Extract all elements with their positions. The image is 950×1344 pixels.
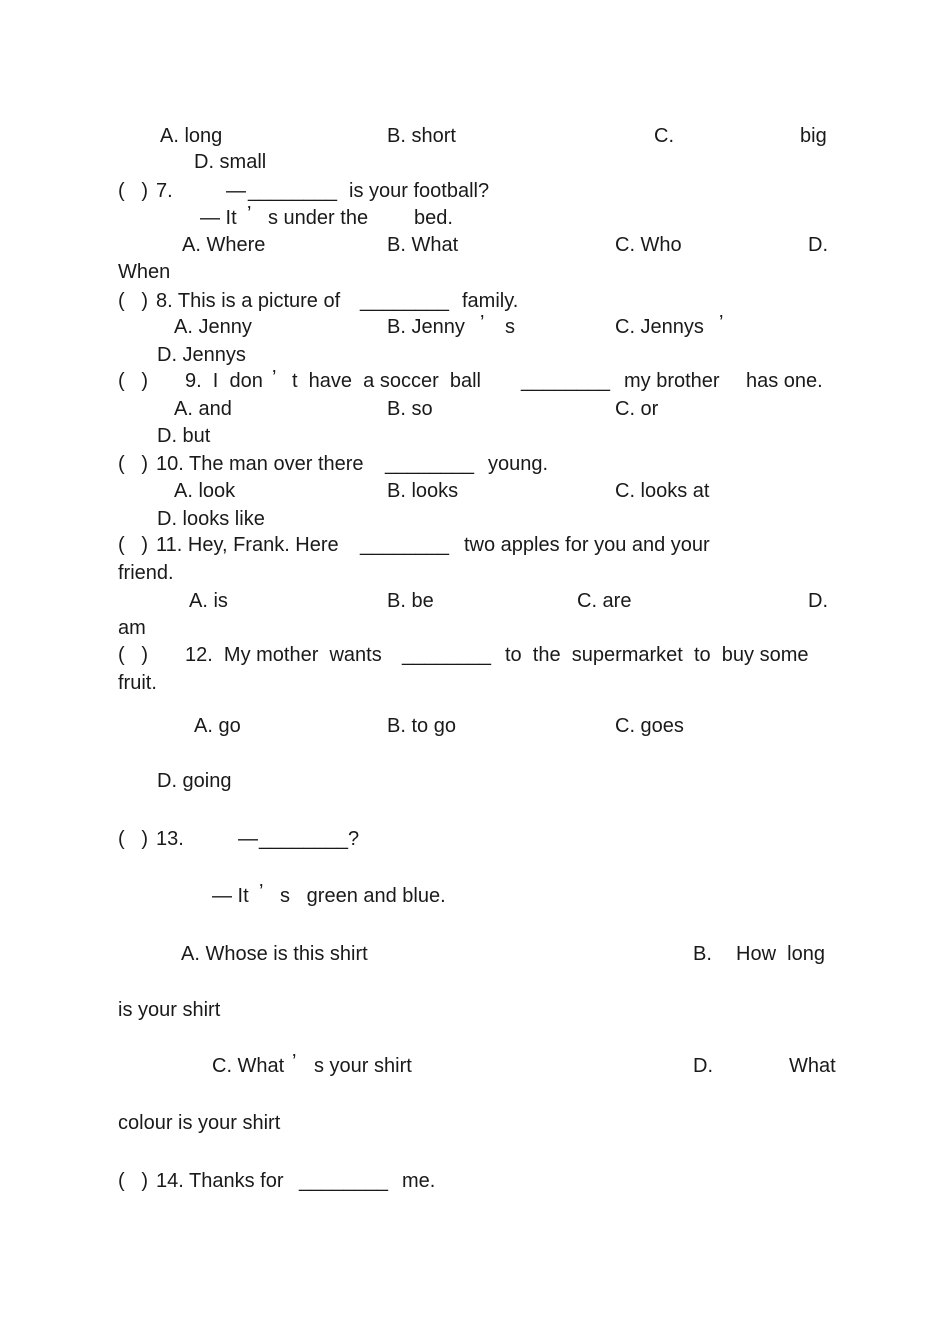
q7-reply-c: bed. [414, 207, 453, 229]
q12-option-c: C. goes [615, 715, 684, 737]
q6-option-b: B. short [387, 125, 456, 147]
q9-stem-apostrophe: ’ [272, 367, 277, 389]
q12-option-b: B. to go [387, 715, 456, 737]
q10-option-d: D. looks like [157, 508, 265, 530]
q9-option-b: B. so [387, 398, 433, 420]
q11-option-d-text: am [118, 617, 146, 639]
q13-option-d-label: D. [693, 1055, 713, 1077]
q6-option-c-label: C. [654, 125, 674, 147]
q12-answer-paren: ( ) [118, 644, 148, 666]
q9-option-d: D. but [157, 425, 211, 447]
q6-option-d: D. small [194, 151, 267, 173]
q14-stem-b: me. [402, 1170, 436, 1192]
q10-option-b: B. looks [387, 480, 459, 502]
q7-dash: — [226, 180, 246, 202]
q7-answer-paren: ( ) [118, 180, 148, 202]
q7-prompt: is your football? [349, 180, 490, 202]
q8-option-b-a: B. Jenny [387, 316, 465, 338]
q12-stem-b: to the supermarket to buy some [505, 644, 809, 666]
q8-option-c-a: C. Jennys [615, 316, 704, 338]
q9-stem-b: t have a soccer ball [292, 370, 481, 392]
q10-option-a: A. look [174, 480, 236, 502]
q12-stem-a: 12. My mother wants [185, 644, 382, 666]
q10-stem-a: 10. The man over there [156, 453, 364, 475]
q6-option-c-text: big [800, 125, 827, 147]
q8-option-b-b: s [505, 316, 515, 338]
q13-reply-apostrophe: ’ [259, 881, 264, 903]
q10-blank: ________ [385, 453, 474, 475]
q13-reply-b: s green and blue. [280, 885, 446, 907]
q13-option-b-label: B. [693, 943, 712, 965]
q13-dash: — [238, 828, 258, 850]
q9-stem-d: has one. [746, 370, 823, 392]
q10-option-c: C. looks at [615, 480, 710, 502]
q11-blank: ________ [360, 534, 449, 556]
q7-option-b: B. What [387, 234, 459, 256]
q13-option-b-text: How long [736, 943, 825, 965]
q8-option-c-apostrophe: ’ [719, 312, 724, 334]
q9-answer-paren: ( ) [118, 370, 148, 392]
q13-option-b-continued: is your shirt [118, 999, 221, 1021]
q8-stem-a: 8. This is a picture of [156, 290, 341, 312]
q7-reply-a: — It [200, 207, 237, 229]
q7-option-a: A. Where [182, 234, 266, 256]
q7-option-d-label: D. [808, 234, 828, 256]
q9-blank: ________ [521, 370, 610, 392]
q11-option-b: B. be [387, 590, 434, 612]
q11-option-d-label: D. [808, 590, 828, 612]
q8-option-a: A. Jenny [174, 316, 252, 338]
q6-option-a: A. long [160, 125, 223, 147]
q7-reply-apostrophe: ’ [247, 203, 252, 225]
q14-blank: ________ [299, 1170, 388, 1192]
q13-option-c-apostrophe: ’ [292, 1051, 297, 1073]
q11-option-a: A. is [189, 590, 228, 612]
q12-stem-c: fruit. [118, 672, 157, 694]
q10-answer-paren: ( ) [118, 453, 148, 475]
q11-answer-paren: ( ) [118, 534, 148, 556]
q9-option-a: A. and [174, 398, 232, 420]
q13-option-d-text: What [789, 1055, 836, 1077]
q9-stem-a: 9. I don [185, 370, 263, 392]
q13-answer-paren: ( ) [118, 828, 148, 850]
q7-reply-b: s under the [268, 207, 369, 229]
q8-option-b-apostrophe: ’ [480, 312, 485, 334]
q9-option-c: C. or [615, 398, 659, 420]
q13-blank: ________? [259, 828, 360, 850]
q8-answer-paren: ( ) [118, 290, 148, 312]
q13-reply-a: — It [212, 885, 249, 907]
q8-blank: ________ [360, 290, 449, 312]
q12-option-d: D. going [157, 770, 232, 792]
q12-option-a: A. go [194, 715, 241, 737]
q7-blank: ________ [248, 180, 337, 202]
q11-stem-a: 11. Hey, Frank. Here [156, 534, 339, 556]
q8-stem-b: family. [462, 290, 519, 312]
q7-option-c: C. Who [615, 234, 682, 256]
q14-stem-a: 14. Thanks for [156, 1170, 284, 1192]
q7-number: 7. [156, 180, 173, 202]
q13-option-c-a: C. What [212, 1055, 285, 1077]
q10-stem-b: young. [488, 453, 549, 475]
q13-option-d-continued: colour is your shirt [118, 1112, 281, 1134]
q8-option-d: D. Jennys [157, 344, 246, 366]
q12-blank: ________ [402, 644, 491, 666]
q13-option-c-b: s your shirt [314, 1055, 412, 1077]
q11-stem-c: friend. [118, 562, 174, 584]
q13-number: 13. [156, 828, 184, 850]
q11-stem-b: two apples for you and your [464, 534, 710, 556]
q14-answer-paren: ( ) [118, 1170, 148, 1192]
q9-stem-c: my brother [624, 370, 720, 392]
q13-option-a: A. Whose is this shirt [181, 943, 368, 965]
q11-option-c: C. are [577, 590, 632, 612]
q7-option-d-text: When [118, 261, 171, 283]
